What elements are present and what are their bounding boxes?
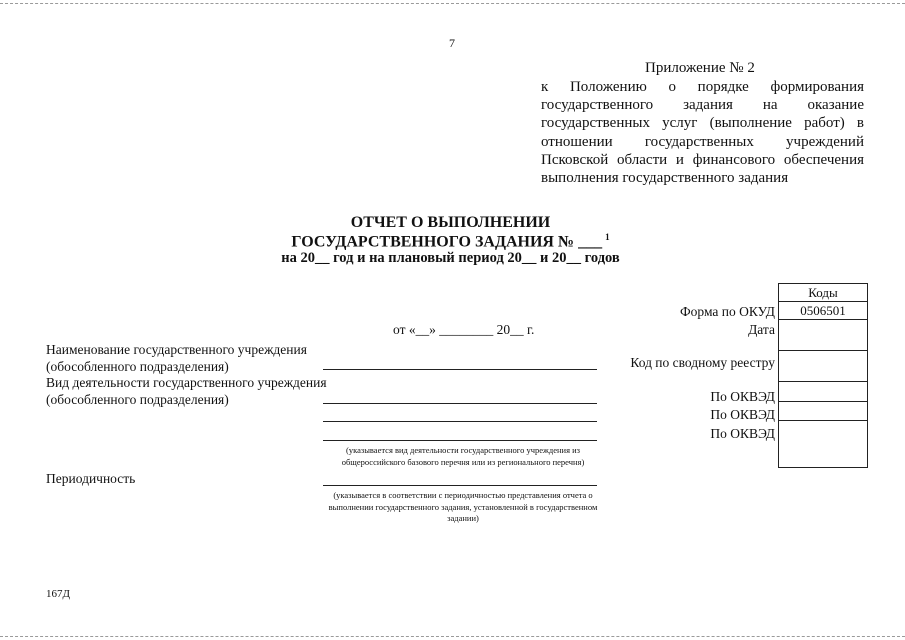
report-title-line2-text: ГОСУДАРСТВЕННОГО ЗАДАНИЯ № ___ <box>291 233 603 251</box>
okved-label-1: По ОКВЭД <box>710 389 775 404</box>
appendix-title: Приложение № 2 <box>645 60 755 76</box>
activity-field-line-2[interactable] <box>323 421 597 422</box>
registry-label: Код по сводному реестру <box>630 355 775 370</box>
registry-code-cell <box>779 351 868 382</box>
footer-code: 167Д <box>46 588 71 600</box>
appendix-line: отношении государственных учреждений <box>541 133 864 150</box>
okud-code-cell: 0506501 <box>779 302 868 320</box>
activity-field-line-1[interactable] <box>323 403 597 404</box>
institution-name-label <box>46 342 307 375</box>
institution-name-field-line[interactable] <box>323 369 597 370</box>
activity-label <box>46 375 327 408</box>
okved-label-2: По ОКВЭД <box>710 407 775 422</box>
date-code-cell <box>779 320 868 351</box>
periodicity-note: (указывается в соответствии с периодичностью представления отчета о выполнении государственного задания, установленной в государственном задании) <box>328 490 598 523</box>
top-scan-edge <box>0 3 905 4</box>
activity-note: (указывается вид деятельности государственного учреждения из общероссийского базового перечня или из регионального перечня) <box>341 445 585 467</box>
okved-label-3: По ОКВЭД <box>710 426 775 441</box>
okved-code-cell-1 <box>779 382 868 402</box>
codes-table <box>778 283 868 468</box>
activity-field-line-3[interactable] <box>323 440 597 441</box>
appendix-line: государственного задания на оказание <box>541 97 864 114</box>
appendix-line: Псковской области и финансового обеспечения <box>541 151 864 168</box>
periodicity-label: Периодичность <box>46 471 136 486</box>
codes-header: Коды <box>779 284 868 302</box>
report-date-line: от «__» ________ 20__ г. <box>393 322 535 337</box>
institution-name-label-text: Наименование государственного учреждения <box>46 342 307 357</box>
periodicity-field-line[interactable] <box>323 485 597 486</box>
appendix-line: к Положению о порядке формирования <box>541 79 864 95</box>
footnote-mark: 1 <box>605 232 610 242</box>
appendix-text <box>541 78 864 187</box>
report-title-line2 <box>0 232 903 251</box>
report-title-line1: ОТЧЕТ О ВЫПОЛНЕНИИ <box>350 214 551 231</box>
page-number: 7 <box>449 36 455 50</box>
appendix-line: государственных услуг (выполнение работ) в <box>541 115 864 132</box>
date-label: Дата <box>748 322 775 337</box>
bottom-scan-edge <box>0 636 905 637</box>
appendix-line: выполнения государственного задания <box>541 170 789 187</box>
okved-code-cell-3 <box>779 421 868 468</box>
okud-label: Форма по ОКУД <box>679 304 775 319</box>
activity-label-sub: (обособленного подразделения) <box>46 391 229 407</box>
institution-name-label-sub: (обособленного подразделения) <box>46 358 229 374</box>
okved-code-cell-2 <box>779 402 868 421</box>
report-period-line: на 20__ год и на плановый период 20__ и 20__ годов <box>281 250 620 266</box>
activity-label-text: Вид деятельности государственного учреждения <box>46 375 327 390</box>
